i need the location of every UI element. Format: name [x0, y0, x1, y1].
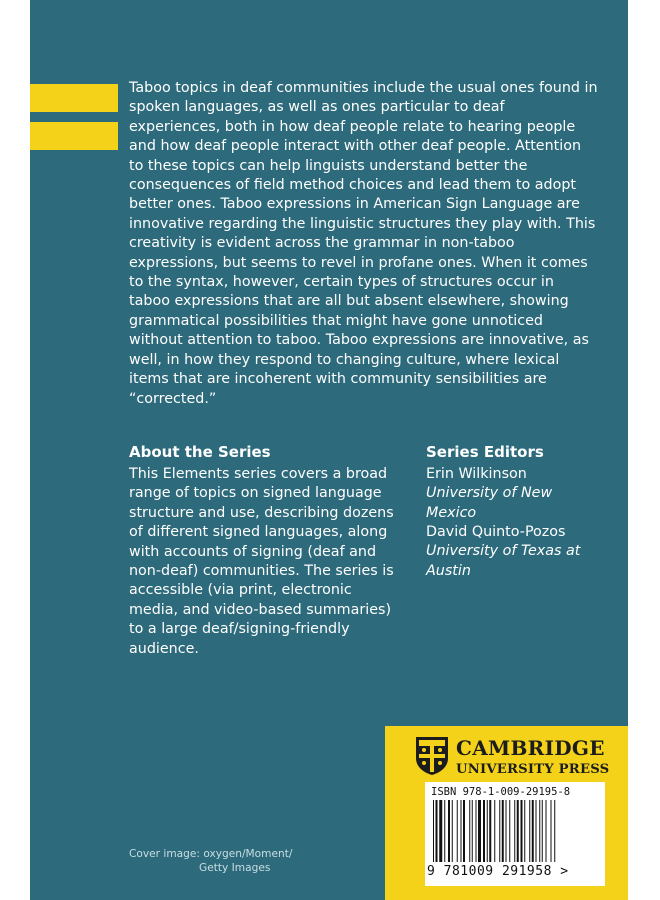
barcode-bar — [433, 800, 434, 862]
barcode-bar — [542, 800, 543, 862]
barcode-bar — [514, 800, 515, 862]
barcode-bar — [448, 800, 450, 862]
barcode-bar — [546, 800, 547, 862]
barcode-bar — [461, 800, 462, 862]
series-editor — [426, 465, 606, 523]
barcode-bar — [452, 800, 453, 862]
series-editor — [426, 523, 606, 581]
barcode-bar — [489, 800, 491, 862]
barcode-digits: 9 781009 291958 > — [427, 864, 569, 879]
isbn-label: ISBN 978-1-009-29195-8 — [431, 786, 571, 798]
about-series-heading: About the Series — [129, 443, 271, 461]
barcode-bar — [529, 800, 530, 862]
barcode-bar — [487, 800, 488, 862]
barcode-bar — [463, 800, 465, 862]
barcode-bar — [554, 800, 555, 862]
cambridge-crest-icon — [415, 736, 449, 776]
credit-line: Cover image: oxygen/Moment/ — [129, 848, 293, 860]
book-description: Taboo topics in deaf communities include the usual ones found in spoken languages, as well as ones particular to deaf experiences, both in how deaf people relate to hearing people and how deaf people interact with other deaf people. Attention to these topics can help linguists understand better the consequences of field method choices and lead them to adopt better ones. Taboo expressions in American Sign Language are innovative regarding the linguistic structures they play with. This creativity is evident across the grammar in non-taboo expressions, but seems to revel in profane ones. When it comes to the syntax, however, certain types of structures occur in taboo expressions that are all but absent elsewhere, showing grammatical possibilities that might have gone unnoticed without attention to taboo. Taboo expressions are innovative, as well, in how they respond to changing culture, where lexical items that are incoherent with community sensibilities are “corrected.” — [129, 80, 598, 407]
back-cover — [30, 0, 628, 900]
barcode-bar — [502, 800, 504, 862]
barcode-bar — [439, 800, 442, 862]
barcode-bar — [506, 800, 507, 862]
cover-image-credit — [129, 847, 294, 875]
barcode-bar — [472, 800, 473, 862]
barcode-bar — [524, 800, 525, 862]
accent-stripe — [30, 122, 118, 150]
barcode-bar — [536, 800, 537, 862]
barcode-bar — [457, 800, 458, 862]
publisher-subname: UNIVERSITY PRESS — [456, 762, 610, 777]
credit-line: Getty Images — [199, 862, 271, 874]
barcode-bar — [436, 800, 438, 862]
editor-affiliation: University of Texas at Austin — [426, 543, 581, 579]
editor-name: Erin Wilkinson — [426, 466, 527, 482]
barcode-bar — [494, 800, 495, 862]
barcode-bar — [551, 800, 552, 862]
barcode-bar — [509, 800, 510, 862]
publisher-name: CAMBRIDGE — [456, 736, 605, 760]
editor-name: David Quinto-Pozos — [426, 524, 566, 540]
series-editors-heading: Series Editors — [426, 443, 544, 461]
barcode-bar — [478, 800, 481, 862]
barcode-bar — [483, 800, 485, 862]
barcode-bars — [431, 800, 599, 862]
barcode-bar — [444, 800, 445, 862]
barcode-bar — [517, 800, 519, 862]
barcode-bar — [469, 800, 470, 862]
barcode-bar — [532, 800, 534, 862]
isbn-barcode — [425, 782, 605, 886]
accent-stripe — [30, 84, 118, 112]
about-series-text: This Elements series covers a broad range of topics on signed language structure and use, describing dozens of different signed languages, along with accounts of signing (deaf and non-deaf) communities. The series is accessible (via print, electronic media, and video-based summaries) to a large deaf/signing-friendly audience. — [129, 466, 394, 657]
barcode-bar — [499, 800, 500, 862]
barcode-bar — [539, 800, 540, 862]
publisher-panel — [385, 726, 628, 900]
editor-affiliation: University of New Mexico — [426, 485, 553, 521]
barcode-bar — [521, 800, 523, 862]
barcode-bar — [476, 800, 477, 862]
